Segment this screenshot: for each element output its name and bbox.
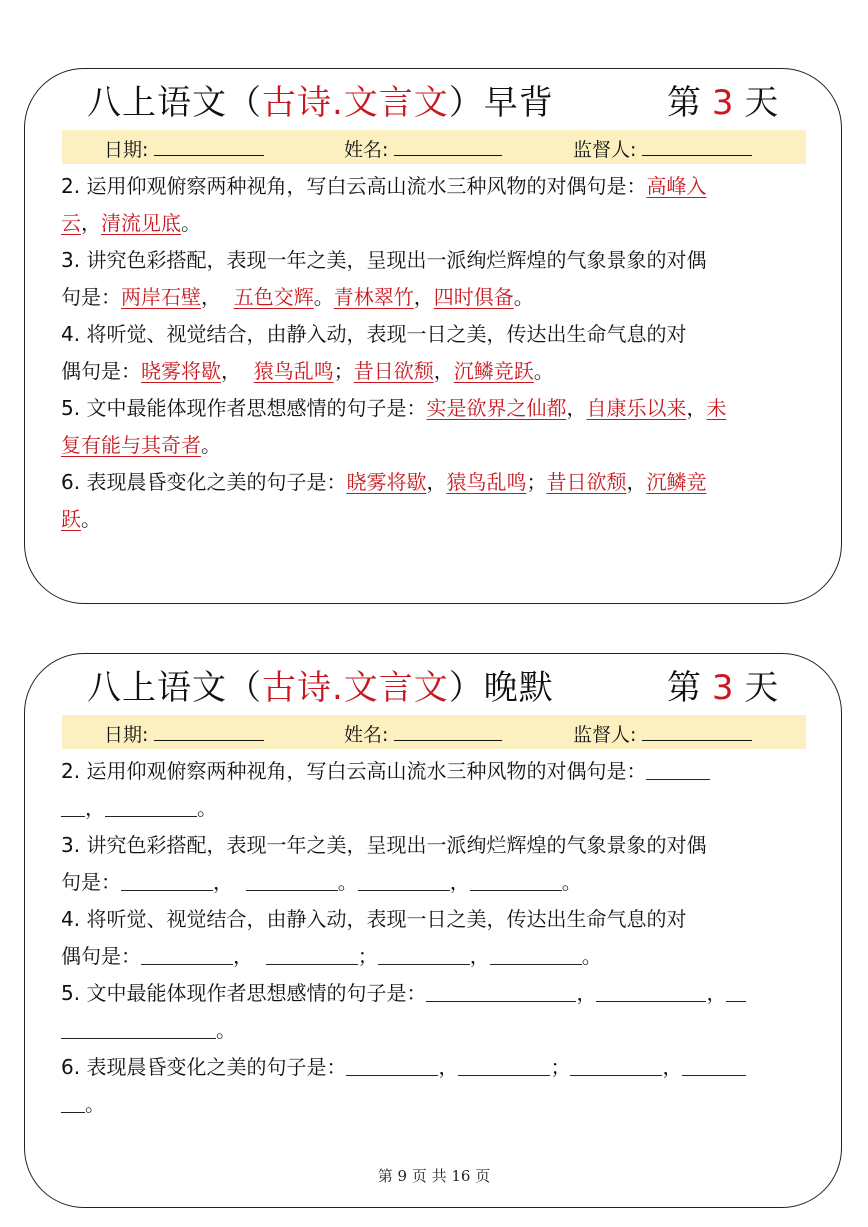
question-2: 2. 运用仰观俯察两种视角，写白云高山流水三种风物的对偶句是：高峰入 云，清流见底。 (61, 174, 707, 235)
answer-blank[interactable] (246, 868, 338, 891)
answer-blank[interactable] (490, 942, 582, 965)
name-field: 姓名: (344, 135, 502, 162)
answer: 昔日欲颓 (353, 359, 434, 383)
supervisor-blank[interactable] (642, 137, 752, 156)
supervisor-blank[interactable] (642, 722, 752, 741)
question-list (61, 753, 813, 1123)
answer-blank[interactable] (458, 1053, 550, 1076)
answer: 晓雾将歇 (141, 359, 221, 383)
answer: 青林翠竹 (333, 285, 414, 309)
page-footer: 第 9 页 共 16 页 (377, 1167, 491, 1185)
question-5: 5. 文中最能体现作者思想感情的句子是：实是欲界之仙都，自康乐以来，未 复有能与其奇者。 (61, 396, 727, 457)
day-number: 3 (711, 83, 734, 123)
question-4: 4. 将听觉、视觉结合，由静入动，表现一日之美，传达出生命气息的对 偶句是： ， ； ， 。 (61, 907, 687, 968)
question-6: 6. 表现晨昏变化之美的句子是： ， ； ， 。 (61, 1049, 813, 1123)
date-field: 日期: (104, 720, 264, 747)
answer: 沉鳞竞跃 (453, 359, 534, 383)
answer: 自康乐以来 (586, 396, 687, 420)
card-title (25, 69, 841, 129)
answer-blank[interactable] (596, 979, 706, 1002)
title-highlight: 古诗.文言文 (262, 668, 449, 708)
answer: 昔日欲颓 (546, 470, 627, 494)
answer-blank[interactable] (346, 1053, 438, 1076)
answer: 云 (61, 211, 81, 235)
card-title-text: 八上语文（古诗.文言文）早背 (87, 83, 554, 123)
date-blank[interactable] (154, 137, 264, 156)
day-number: 3 (711, 668, 734, 708)
answer-blank[interactable] (726, 979, 746, 1002)
evening-dictation-card (24, 653, 842, 1208)
question-5: 5. 文中最能体现作者思想感情的句子是： ， ， 。 (61, 975, 813, 1049)
name-field: 姓名: (344, 720, 502, 747)
answer: 高峰入 (646, 174, 707, 198)
answer-blank[interactable] (570, 1053, 662, 1076)
answer: 清流见底 (101, 211, 181, 235)
answer: 未 (706, 396, 727, 420)
card-title (25, 654, 841, 714)
answer-blank[interactable] (646, 757, 710, 780)
answer-blank[interactable] (426, 979, 576, 1002)
supervisor-field: 监督人: (573, 720, 752, 747)
answer: 沉鳞竞 (646, 470, 707, 494)
question-3: 3. 讲究色彩搭配，表现一年之美，呈现出一派绚烂辉煌的气象景象的对偶 句是：两岸石壁， 五色交辉。青林翠竹，四时俱备。 (61, 248, 707, 309)
answer-blank[interactable] (470, 868, 562, 891)
answer: 猿鸟乱鸣 (446, 470, 527, 494)
answer-blank[interactable] (378, 942, 470, 965)
answer: 复有能与其奇者 (61, 433, 201, 457)
day-counter: 第 3 天 (667, 83, 779, 123)
answer: 实是欲界之仙都 (426, 396, 567, 420)
answer: 五色交辉 (233, 285, 314, 309)
question-4: 4. 将听觉、视觉结合，由静入动，表现一日之美，传达出生命气息的对 偶句是：晓雾将歇， 猿鸟乱鸣；昔日欲颓，沉鳞竞跃。 (61, 322, 687, 383)
card-title-text: 八上语文（古诗.文言文）晚默 (87, 668, 554, 708)
answer-blank[interactable] (141, 942, 233, 965)
answer: 两岸石壁 (121, 285, 201, 309)
name-blank[interactable] (394, 722, 502, 741)
answer-blank[interactable] (266, 942, 358, 965)
supervisor-field: 监督人: (573, 135, 752, 162)
answer-blank[interactable] (358, 868, 450, 891)
answer: 猿鸟乱鸣 (253, 359, 334, 383)
answer-blank[interactable] (682, 1053, 746, 1076)
question-list (61, 168, 813, 538)
answer-blank[interactable] (121, 868, 213, 891)
day-counter: 第 3 天 (667, 668, 779, 708)
question-2: 2. 运用仰观俯察两种视角，写白云高山流水三种风物的对偶句是： ， 。 (61, 753, 813, 827)
date-blank[interactable] (154, 722, 264, 741)
date-field: 日期: (104, 135, 264, 162)
info-bar (62, 715, 806, 749)
answer-blank[interactable] (61, 794, 85, 817)
question-3: 3. 讲究色彩搭配，表现一年之美，呈现出一派绚烂辉煌的气象景象的对偶 句是： ， 。 ， 。 (61, 833, 707, 894)
answer: 跃 (61, 507, 81, 531)
morning-recitation-card (24, 68, 842, 604)
answer: 四时俱备 (433, 285, 514, 309)
answer: 晓雾将歇 (346, 470, 427, 494)
name-blank[interactable] (394, 137, 502, 156)
title-highlight: 古诗.文言文 (262, 83, 449, 123)
answer-blank[interactable] (105, 794, 197, 817)
info-bar (62, 130, 806, 164)
answer-blank[interactable] (61, 1016, 216, 1039)
question-6: 6. 表现晨昏变化之美的句子是：晓雾将歇，猿鸟乱鸣；昔日欲颓，沉鳞竞 跃。 (61, 470, 707, 531)
answer-blank[interactable] (61, 1090, 85, 1113)
